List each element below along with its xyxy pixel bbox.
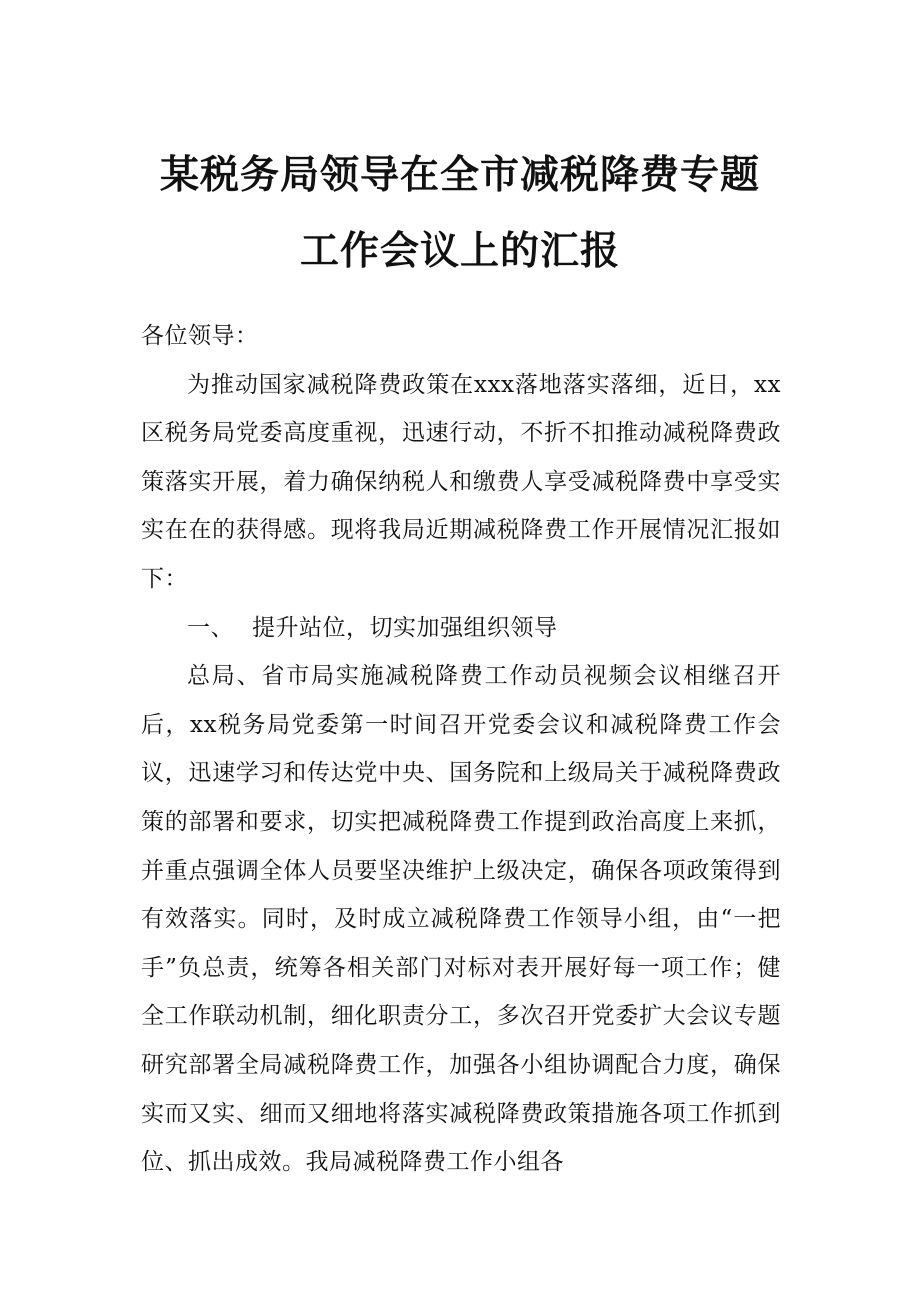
document-body: [141, 312, 781, 1187]
document-title: [80, 138, 840, 290]
salutation: 各位领导：: [141, 323, 259, 349]
paragraph-section-1: 总局、省市局实施减税降费工作动员视频会议相继召开后，xx税务局党委第一时间召开党委会议和减税降费工作会议，迅速学习和传达党中央、国务院和上级局关于减税降费政策的部署和要求，切实把减税降费工作提到政治高度上来抓，并重点强调全体人员要坚决维护上级决定，确保各项政策得到有效落实。同时，及时成立减税降费工作领导小组，由“一把手”负总责，统筹各相关部门对标对表开展好每一项工作；健全工作联动机制，细化职责分工，多次召开党委扩大会议专题研究部署全局减税降费工作，加强各小组协调配合力度，确保实而又实、细而又细地将落实减税降费政策措施各项工作抓到位、抓出成效。我局减税降费工作小组各: [141, 663, 781, 1176]
section-number: 一、: [187, 614, 234, 641]
section-heading-1: [141, 604, 781, 653]
section-title: 提升站位，切实加强组织领导: [252, 614, 558, 641]
title-line-2: 工作会议上的汇报: [299, 229, 620, 274]
paragraph-intro: 为推动国家减税降费政策在xxx落地落实落细，近日，xx区税务局党委高度重视，迅速行动，不折不扣推动减税降费政策落实开展，着力确保纳税人和缴费人享受减税降费中享受实实在在的获得感。现将我局近期减税降费工作开展情况汇报如下：: [141, 371, 781, 592]
title-line-1: 某税务局领导在全市减税降费专题: [159, 153, 760, 198]
